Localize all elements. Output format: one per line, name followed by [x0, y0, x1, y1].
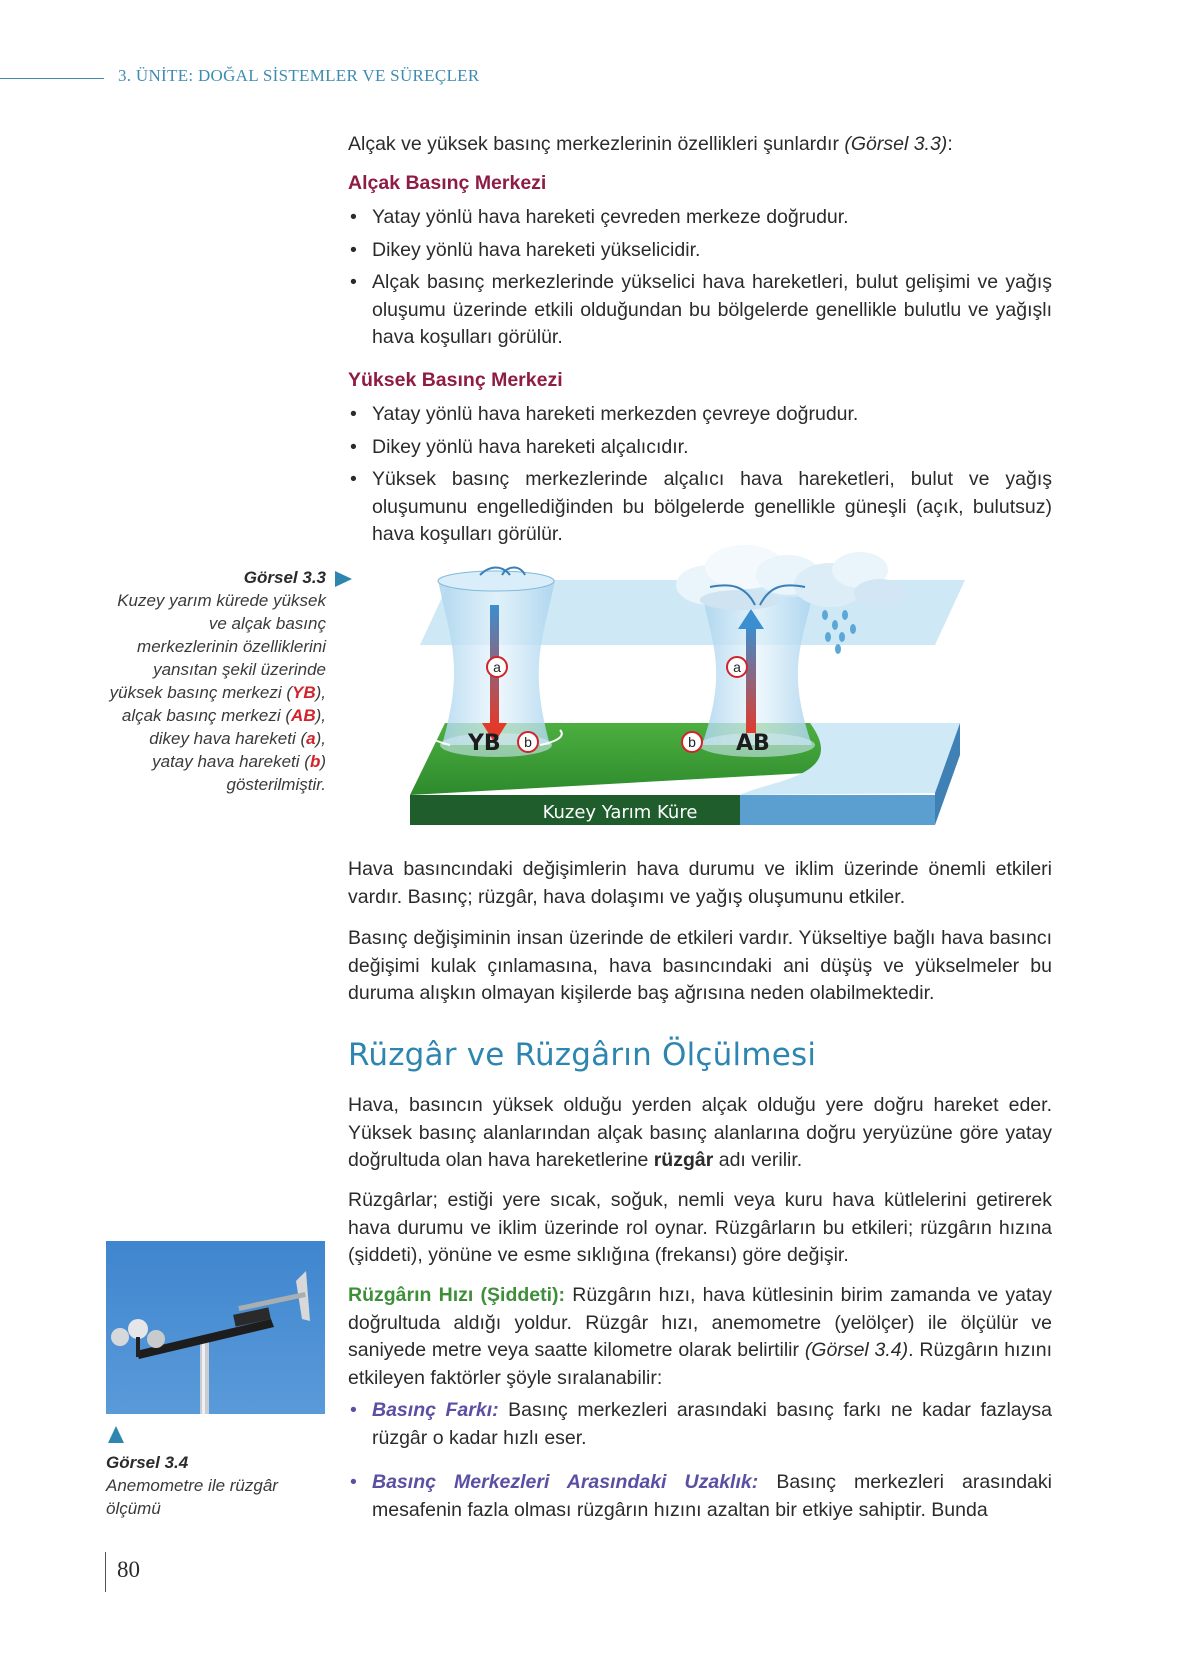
- cup-icon: [111, 1328, 129, 1346]
- svg-text:a: a: [493, 659, 501, 675]
- list-item: • Yatay yönlü hava hareketi merkezden çevreye doğrudur.: [350, 403, 859, 425]
- label-a-ab: [727, 657, 747, 677]
- section-title: Rüzgâr ve Rüzgârın Ölçülmesi: [348, 1037, 817, 1073]
- ab-vertical-arrow: [746, 625, 756, 733]
- high-pressure-list: [348, 401, 1052, 549]
- high-pressure-heading: Yüksek Basınç Merkezi: [348, 369, 563, 391]
- list-item: • Yatay yönlü hava hareketi çevreden merkeze doğrudur.: [350, 206, 849, 228]
- yb-top-ellipse: [438, 571, 554, 591]
- label-b-yb: [518, 732, 538, 752]
- figure-pointer-icon: [335, 571, 352, 587]
- intro-paragraph: Alçak ve yüksek basınç merkezlerinin özellikleri şunlardır (Görsel 3.3):: [348, 133, 953, 155]
- figure-3-3-title: Görsel 3.3: [243, 568, 326, 587]
- paragraph-human-effects: Basınç değişiminin insan üzerinde de etkileri vardır. Yükseltiye bağlı hava basıncı değişimi kulak çınlamasına, hava basıncındaki ani düşüş ve yükselmeler bu duruma alışkın olmayan kişilerde baş ağrısına neden olabilmektedir.: [348, 927, 1052, 1004]
- pressure-diagram: [410, 545, 965, 835]
- paragraph-pressure-effects: Hava basıncındaki değişimlerin hava durumu ve iklim üzerinde önemli etkileri vardır. Basınç; rüzgâr, hava dolaşımı ve yağış oluşumunu etkiler.: [348, 858, 1052, 908]
- anemometer-photo: [106, 1241, 325, 1414]
- svg-text:b: b: [688, 734, 696, 750]
- page-number: 80: [117, 1557, 140, 1582]
- svg-text:a: a: [733, 659, 741, 675]
- label-ab: AB: [736, 731, 770, 756]
- low-pressure-heading: Alçak Basınç Merkezi: [348, 172, 547, 194]
- label-b-ab: [682, 732, 702, 752]
- header-rule: [0, 78, 104, 79]
- figure-3-4-caption: [106, 1451, 306, 1520]
- factor-item-distance: • Basınç Merkezleri Arasındaki Uzaklık: Basınç merkezleri arasındaki mesafenin fazla olması rüzgârın hızını azaltan bir etkiye sahiptir. Bunda: [350, 1471, 1052, 1521]
- wind-effects-paragraph: Rüzgârlar; estiği yere sıcak, soğuk, nemli veya kuru hava kütlelerini getirerek hava durumu ve iklim üzerinde rol oynar. Rüzgârların bu etkileri; rüzgârın hızına (şiddeti), yönüne ve esme sıklığına (frekansı) göre değişir.: [348, 1189, 1052, 1266]
- base-label: Kuzey Yarım Küre: [542, 802, 698, 823]
- figure-3-3-caption: [108, 566, 326, 796]
- running-title: 3. ÜNİTE: DOĞAL SİSTEMLER VE SÜREÇLER: [118, 66, 480, 85]
- footer-rule: [105, 1552, 106, 1592]
- factor-item-pressure-difference: • Basınç Farkı: Basınç merkezleri arasındaki basınç farkı ne kadar fazlaysa rüzgâr o kadar hızlı eser.: [350, 1399, 1052, 1449]
- label-yb: YB: [468, 731, 501, 756]
- figure-3-4-title: Görsel 3.4: [106, 1453, 189, 1472]
- wind-speed-paragraph: Rüzgârın Hızı (Şiddeti): Rüzgârın hızı, hava kütlesinin birim zamanda ve yatay doğrultuda aldığı yoldur. Rüzgâr hızı, anemometre (yelölçer) ile ölçülür ve saniyede metre veya saatte kilometre olarak belirtilir (Görsel 3.4). Rüzgârın hızını etkileyen faktörler şöyle sıralanabilir:: [348, 1284, 1053, 1389]
- label-a-yb: [487, 657, 507, 677]
- sea-front: [740, 795, 935, 825]
- figure-3-4-caption-text: Anemometre ile rüzgâr ölçümü: [106, 1476, 278, 1518]
- svg-text:b: b: [524, 734, 532, 750]
- list-item: • Alçak basınç merkezlerinde yükselici hava hareketleri, bulut gelişimi ve yağış oluşumu üzerinde etkili olduğundan bu bölgelerde genellikle bulutlu ve yağışlı hava koşulları görülür.: [350, 271, 1052, 348]
- list-item: • Dikey yönlü hava hareketi alçalıcıdır.: [350, 435, 689, 458]
- figure-pointer-up-icon: [108, 1426, 124, 1443]
- wind-definition-paragraph: Hava, basıncın yüksek olduğu yerden alçak olduğu yere doğru hareket eder. Yüksek basınç alanlarından alçak basınç alanlarına doğru yeryüzüne göre yatay doğrultuda olan hava hareketlerine rüzgâr adı verilir.: [348, 1094, 1052, 1171]
- list-item: • Dikey yönlü hava hareketi yükselicidir.: [350, 238, 701, 261]
- low-pressure-list: [348, 204, 1052, 352]
- figure-3-3-caption-text: Kuzey yarım kürede yüksek ve alçak basınç merkezlerinin özelliklerini yansıtan şekil üzerinde yüksek basınç merkezi (YB), alçak basınç merkezi (AB), dikey hava hareketi (a), yatay hava hareketi (b) gösterilmiştir.: [109, 591, 326, 794]
- list-item: • Yüksek basınç merkezlerinde alçalıcı hava hareketleri, bulut ve yağış oluşumunu engellediğinden bu bölgelerde genellikle güneşli (açık, bulutsuz) hava koşulları görülür.: [350, 468, 1052, 545]
